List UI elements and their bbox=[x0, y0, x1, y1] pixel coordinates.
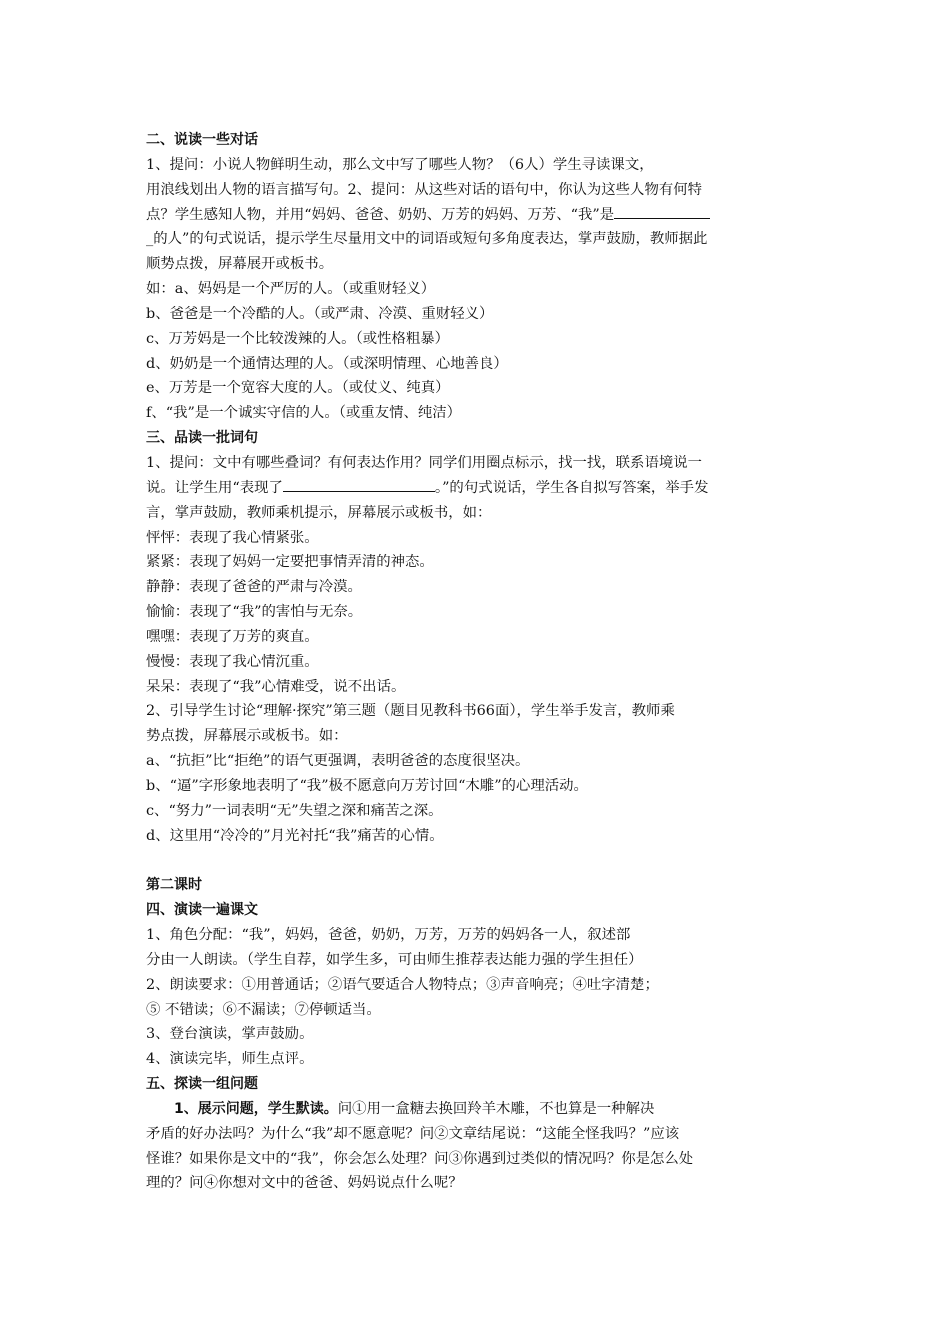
text-span: 说。让学生用“表现了 bbox=[146, 479, 283, 496]
list-item: a、“抗拒”比“拒绝”的语气更强调，表明爸爸的态度很坚决。 bbox=[146, 753, 530, 770]
list-item: 愉愉：表现了“我”的害怕与无奈。 bbox=[146, 604, 363, 621]
paragraph-line bbox=[146, 203, 818, 228]
lesson-heading: 第二课时 bbox=[146, 877, 202, 894]
paragraph-line: 2、引导学生讨论“理解·探究”第三题（题目见教科书66面），学生举手发言，教师乘 bbox=[146, 703, 675, 720]
section-heading: 五、探读一组问题 bbox=[146, 1076, 258, 1093]
text-span: 问①用一盒糖去换回羚羊木雕，不也算是一种解决 bbox=[337, 1100, 655, 1117]
list-item: 慢慢：表现了我心情沉重。 bbox=[146, 653, 319, 670]
list-item: 嘿嘿：表现了万芳的爽直。 bbox=[146, 628, 319, 645]
paragraph-line: 言，掌声鼓励，教师乘机提示，屏幕展示或板书，如： bbox=[146, 504, 492, 521]
list-item: e、万芳是一个宽容大度的人。（或仗义、纯真） bbox=[146, 380, 450, 397]
list-item: c、万芳妈是一个比较泼辣的人。（或性格粗暴） bbox=[146, 330, 450, 347]
paragraph-line: _的人”的句式说话，提示学生尽量用文中的词语或短句多角度表达，掌声鼓励，教师据此 bbox=[146, 231, 708, 248]
paragraph-line: 1、提问：小说人物鲜明生动，那么文中写了哪些人物？（6人）学生寻读课文， bbox=[146, 156, 654, 173]
paragraph-line: 2、朗读要求：①用普通话；②语气要适合人物特点；③声音响亮；④吐字清楚； bbox=[146, 976, 659, 993]
section-heading: 二、说读一些对话 bbox=[146, 132, 258, 148]
paragraph-line: 1、角色分配：“我”，妈妈，爸爸，奶奶，万芳，万芳的妈妈各一人，叙述部 bbox=[146, 927, 631, 943]
list-item: c、“努力”一词表明“无”失望之深和痛苦之深。 bbox=[146, 802, 443, 819]
fill-blank bbox=[614, 204, 710, 219]
section-heading: 三、品读一批词句 bbox=[146, 430, 258, 447]
paragraph-line bbox=[146, 476, 818, 501]
bold-lead: 1、展示问题，学生默读。 bbox=[174, 1100, 338, 1117]
list-item: 怦怦：表现了我心情紧张。 bbox=[146, 529, 319, 546]
paragraph-line: ⑤ 不错读；⑥不漏读；⑦停顿适当。 bbox=[146, 1001, 381, 1018]
paragraph-line: 势点拨，屏幕展示或板书。如： bbox=[146, 728, 348, 745]
list-item: d、这里用“冷冷的”月光衬托“我”痛苦的心情。 bbox=[146, 827, 444, 844]
paragraph-line: 3、登台演读，掌声鼓励。 bbox=[146, 1026, 314, 1043]
paragraph-line: 分由一人朗读。（学生自荐，如学生多，可由师生推荐表达能力强的学生担任） bbox=[146, 951, 643, 968]
blank-line bbox=[146, 848, 818, 873]
paragraph-line bbox=[146, 1097, 818, 1122]
paragraph-line: 4、演读完毕，师生点评。 bbox=[146, 1051, 314, 1068]
paragraph-line: 用浪线划出人物的语言描写句。2、提问：从这些对话的语句中，你认为这些人物有何特 bbox=[146, 181, 703, 198]
text-span: 。”的句式说话，学生各自拟写答案，举手发 bbox=[434, 479, 709, 496]
list-item: b、爸爸是一个冷酷的人。（或严肃、冷漠、重财轻义） bbox=[146, 305, 494, 322]
paragraph-line: 顺势点拨，屏幕展开或板书。 bbox=[146, 256, 334, 273]
section-heading: 四、演读一遍课文 bbox=[146, 902, 258, 919]
document-page bbox=[146, 128, 818, 1196]
list-item: 如：a、妈妈是一个严厉的人。（或重财轻义） bbox=[146, 281, 436, 298]
list-item: 紧紧：表现了妈妈一定要把事情弄清的神态。 bbox=[146, 554, 434, 571]
fill-blank bbox=[283, 477, 435, 492]
paragraph-line: 理的？问④你想对文中的爸爸、妈妈说点什么呢？ bbox=[146, 1175, 463, 1192]
list-item: d、奶奶是一个通情达理的人。（或深明情理、心地善良） bbox=[146, 355, 508, 372]
text-span: 点？学生感知人物，并用“妈妈、爸爸、奶奶、万芳的妈妈、万芳、“我”是 bbox=[146, 206, 615, 223]
paragraph-line: 怪谁？如果你是文中的“我”，你会怎么处理？问③你遇到过类似的情况吗？你是怎么处 bbox=[146, 1150, 694, 1167]
list-item: b、“逼”字形象地表明了“我”极不愿意向万芳讨回“木雕”的心理活动。 bbox=[146, 777, 588, 794]
list-item: 呆呆：表现了“我”心情难受，说不出话。 bbox=[146, 678, 406, 695]
list-item: 静静：表现了爸爸的严肃与冷漠。 bbox=[146, 579, 362, 596]
paragraph-line: 1、提问：文中有哪些叠词？有何表达作用？同学们用圈点标示，找一找，联系语境说一 bbox=[146, 454, 703, 471]
list-item: f、“我”是一个诚实守信的人。（或重友情、纯洁） bbox=[146, 405, 462, 422]
paragraph-line: 矛盾的好办法吗？为什么“我”却不愿意呢？问②文章结尾说：“这能全怪我吗？”应该 bbox=[146, 1125, 680, 1142]
